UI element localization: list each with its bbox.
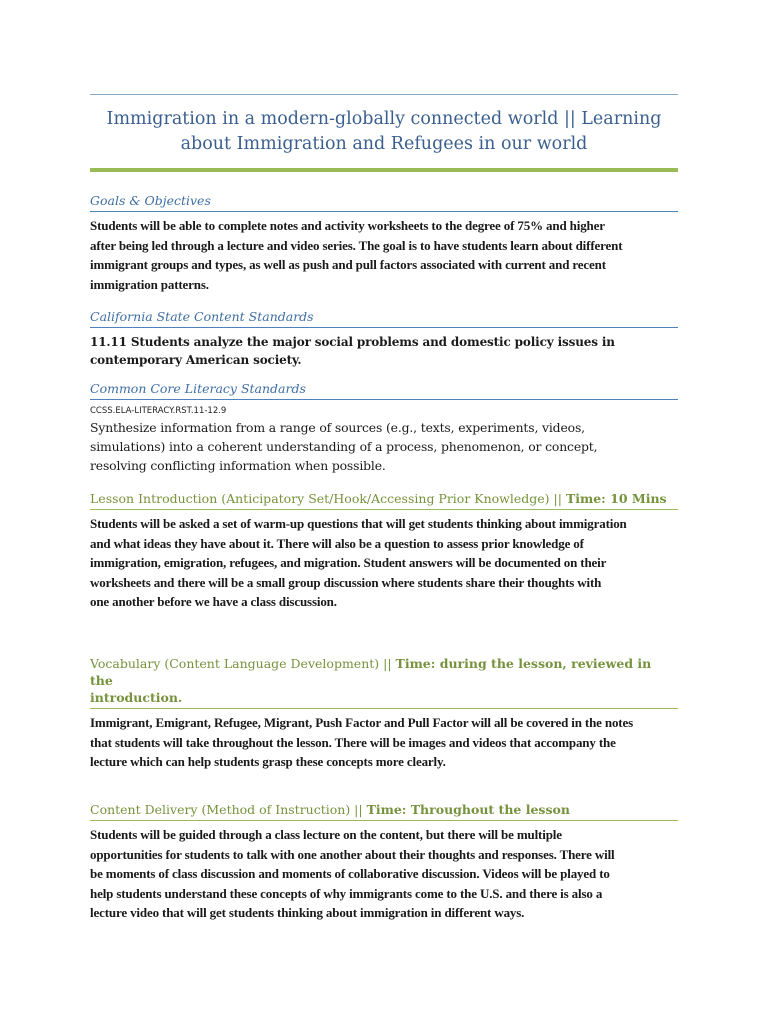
- lesson-intro-line-4: worksheets and there will be a small group discussion where students share their thoughts with: [90, 574, 602, 590]
- content-delivery-line-5: lecture video that will get students thinking about immigration in different ways.: [90, 905, 525, 920]
- lesson-intro-line-3: immigration, emigration, refugees, and migration. Student answers will be documented on their: [90, 555, 607, 570]
- vocabulary-line-3: lecture which can help students grasp these concepts more clearly.: [90, 754, 446, 769]
- common-core-code: CCSS.ELA-LITERACY.RST.11-12.9: [90, 406, 227, 416]
- top-rule: [90, 94, 678, 95]
- vocabulary-heading: [90, 655, 678, 709]
- content-delivery-line-4: help students understand these concepts of why immigrants come to the U.S. and there is also a: [90, 885, 603, 901]
- lesson-intro-section: [90, 490, 678, 612]
- goals-heading: Goals & Objectives: [90, 192, 678, 212]
- content-delivery-heading: [90, 801, 678, 821]
- content-delivery-text: [90, 825, 678, 923]
- content-delivery-section: [90, 801, 678, 923]
- common-core-heading: Common Core Literacy Standards: [90, 380, 678, 400]
- title-line-2: about Immigration and Refugees in our world: [180, 134, 588, 154]
- goals-line-1: Students will be able to complete notes and activity worksheets to the degree of 75% and higher: [90, 218, 605, 233]
- title-line-1: Immigration in a modern-globally connected world || Learning: [106, 109, 662, 129]
- california-text: [90, 333, 678, 369]
- lesson-intro-heading: [90, 490, 678, 510]
- california-section: [90, 308, 678, 369]
- goals-line-2: after being led through a lecture and video series. The goal is to have students learn about different: [90, 237, 623, 253]
- document-title: [90, 107, 678, 157]
- california-heading: California State Content Standards: [90, 308, 678, 328]
- content-delivery-heading-main: Content Delivery (Method of Instruction) ||: [90, 802, 367, 817]
- content-delivery-heading-time: Time: Throughout the lesson: [366, 802, 570, 817]
- lesson-intro-text: [90, 514, 678, 612]
- lesson-intro-line-1: Students will be asked a set of warm-up questions that will get students thinking about immigration: [90, 516, 627, 531]
- california-line-1: 11.11 Students analyze the major social problems and domestic policy issues in: [90, 335, 615, 349]
- goals-line-4: immigration patterns.: [90, 276, 209, 292]
- content-delivery-line-3: be moments of class discussion and moments of collaborative discussion. Videos will be played to: [90, 866, 610, 881]
- california-line-2: contemporary American society.: [90, 353, 302, 367]
- goals-section: [90, 192, 678, 294]
- lesson-intro-line-5: one another before we have a class discussion.: [90, 594, 337, 609]
- goals-text: [90, 216, 678, 294]
- lesson-intro-heading-time: Time: 10 Mins: [565, 491, 667, 506]
- vocabulary-heading-time-2: introduction.: [90, 690, 183, 705]
- common-core-line-1: Synthesize information from a range of sources (e.g., texts, experiments, videos,: [90, 420, 585, 435]
- content-delivery-line-2: opportunities for students to talk with one another about their thoughts and responses. There will: [90, 846, 615, 862]
- title-rule: [90, 168, 678, 172]
- common-core-line-3: resolving conflicting information when possible.: [90, 458, 386, 473]
- vocabulary-section: [90, 655, 678, 772]
- vocabulary-heading-main: Vocabulary (Content Language Development) ||: [90, 656, 396, 671]
- common-core-line-2: simulations) into a coherent understanding of a process, phenomenon, or concept,: [90, 439, 598, 454]
- vocabulary-line-1: Immigrant, Emigrant, Refugee, Migrant, Push Factor and Pull Factor will all be covered in the notes: [90, 715, 634, 730]
- vocabulary-line-2: that students will take throughout the lesson. There will be images and videos that accompany the: [90, 734, 616, 750]
- vocabulary-text: [90, 713, 678, 772]
- goals-line-3: immigrant groups and types, as well as push and pull factors associated with current and recent: [90, 257, 606, 272]
- common-core-text: [90, 418, 678, 475]
- content-delivery-line-1: Students will be guided through a class lecture on the content, but there will be multiple: [90, 827, 562, 842]
- document-page: [90, 94, 678, 920]
- lesson-intro-heading-main: Lesson Introduction (Anticipatory Set/Hook/Accessing Prior Knowledge) ||: [90, 491, 566, 506]
- common-core-section: [90, 380, 678, 475]
- vocabulary-heading-time: Time: during the lesson, reviewed in the: [90, 656, 652, 688]
- lesson-intro-line-2: and what ideas they have about it. There will also be a question to assess prior knowledge of: [90, 535, 584, 551]
